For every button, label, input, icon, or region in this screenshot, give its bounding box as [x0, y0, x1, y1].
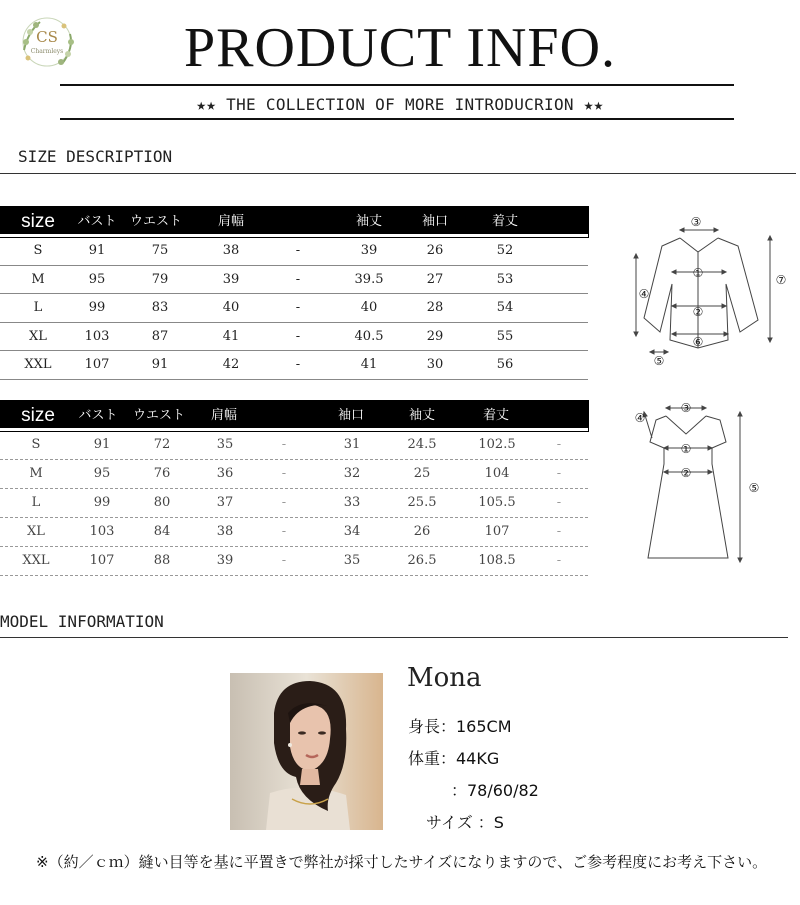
cell: 87 — [151, 328, 169, 344]
header-waist: ウエスト — [129, 214, 183, 229]
cell: 83 — [151, 300, 169, 315]
cell: - — [281, 466, 287, 481]
cell: 102.5 — [478, 437, 516, 452]
cell: 26.5 — [407, 553, 437, 568]
dress-measurement-diagram — [628, 398, 800, 570]
cell: 25 — [413, 466, 431, 481]
cell: 91 — [88, 243, 106, 258]
model-photo — [230, 673, 383, 830]
svg-text:Charmleys: Charmleys — [30, 48, 64, 55]
cell: 33 — [343, 495, 361, 510]
table-header — [0, 401, 588, 431]
cell: 95 — [93, 466, 111, 481]
cell: XXL — [24, 357, 52, 372]
table-row — [0, 547, 588, 576]
cell: 91 — [93, 437, 111, 452]
cell: - — [281, 437, 287, 452]
header-cuff: 袖口 — [337, 408, 365, 423]
cell: 24.5 — [407, 437, 437, 452]
cell: - — [556, 553, 562, 568]
cell: M — [31, 271, 45, 287]
model-measurements: ：78/60/82 — [451, 781, 539, 800]
cell: 34 — [343, 524, 361, 539]
cell: 52 — [496, 243, 514, 258]
header-length: 着丈 — [491, 214, 519, 229]
cell: S — [33, 243, 43, 258]
cell: 39.5 — [354, 271, 384, 287]
cell: 42 — [222, 357, 240, 372]
cell: 91 — [151, 357, 169, 372]
title-rule-top — [60, 84, 734, 86]
cell: 40 — [360, 300, 378, 315]
cell: 30 — [426, 357, 444, 372]
cell: 39 — [222, 271, 240, 287]
cell: - — [295, 357, 301, 372]
header-waist: ウエスト — [132, 408, 186, 423]
model-information-heading: MODEL INFORMATION — [0, 612, 164, 631]
cell: - — [281, 524, 287, 539]
cell: 53 — [496, 271, 514, 287]
table-row — [0, 518, 588, 547]
cell: L — [33, 300, 43, 315]
cell: L — [31, 495, 41, 510]
cell: - — [295, 328, 301, 344]
cell: - — [556, 466, 562, 481]
size-table-jacket — [0, 207, 588, 380]
cell: S — [31, 437, 41, 452]
cell: XL — [27, 524, 45, 539]
svg-text:②: ② — [680, 466, 692, 480]
cell: 103 — [89, 524, 115, 539]
cell: - — [556, 437, 562, 452]
cell: 28 — [426, 300, 444, 315]
cell: 76 — [153, 466, 171, 481]
size-description-rule — [0, 173, 796, 174]
cell: 37 — [216, 495, 234, 510]
cell: 41 — [222, 328, 240, 344]
table-row — [0, 431, 588, 460]
cell: 31 — [343, 437, 361, 452]
svg-text:④: ④ — [634, 411, 646, 425]
cell: 104 — [484, 466, 510, 481]
measurement-note: ※（約／ｃｍ）縫い目等を基に平置きで弊社が採寸したサイズになりますので、ご参考程度にお考え下さい。 — [36, 853, 768, 871]
cell: 40.5 — [354, 328, 384, 344]
cell: 72 — [153, 437, 171, 452]
cell: 25.5 — [407, 495, 437, 510]
cell: XL — [29, 328, 47, 344]
page-title: PRODUCT INFO. — [183, 17, 617, 79]
cell: 54 — [496, 300, 514, 315]
svg-text:CS: CS — [36, 28, 58, 46]
cell: - — [281, 553, 287, 568]
header-size: size — [21, 405, 55, 426]
cell: 107 — [84, 357, 110, 372]
svg-text:③: ③ — [690, 215, 702, 229]
cell: - — [295, 300, 301, 315]
page-subtitle: ★★ THE COLLECTION OF MORE INTRODUCRION ★★ — [196, 95, 604, 114]
header-length: 着丈 — [482, 408, 510, 423]
header-sleeve-length: 袖丈 — [355, 214, 383, 229]
table-header — [0, 207, 588, 237]
header-cuff: 袖口 — [421, 214, 449, 229]
cell: - — [295, 243, 301, 258]
svg-text:⑤: ⑤ — [748, 481, 760, 495]
cell: 75 — [151, 243, 169, 258]
model-height: 身長：165CM — [408, 717, 512, 736]
title-rule-bottom — [60, 118, 734, 120]
cell: 29 — [426, 328, 444, 344]
cell: 79 — [151, 271, 169, 287]
cell: 95 — [88, 271, 106, 287]
cell: 35 — [343, 553, 361, 568]
header-bust: バスト — [77, 214, 117, 229]
header-bust: バスト — [78, 408, 118, 423]
svg-text:⑦: ⑦ — [775, 273, 787, 287]
cell: XXL — [22, 553, 50, 568]
model-size: サイズ ：S — [426, 813, 504, 832]
cell: 56 — [496, 357, 514, 372]
size-table-dress — [0, 401, 588, 576]
cell: 26 — [426, 243, 444, 258]
cell: 35 — [216, 437, 234, 452]
header-sleeve-length: 袖丈 — [408, 408, 436, 423]
cell: 41 — [360, 357, 378, 372]
cell: 108.5 — [478, 553, 516, 568]
table-row — [0, 266, 588, 295]
cell: 36 — [216, 466, 234, 481]
table-row — [0, 237, 588, 266]
cell: 99 — [88, 300, 106, 315]
header-size: size — [21, 211, 55, 232]
svg-text:①: ① — [680, 442, 692, 456]
cell: 40 — [222, 300, 240, 315]
header-shoulder: 肩幅 — [217, 214, 245, 229]
cell: 26 — [413, 524, 431, 539]
cell: - — [295, 271, 301, 287]
svg-text:①: ① — [692, 266, 704, 280]
cell: 27 — [426, 271, 444, 287]
cell: 88 — [153, 553, 171, 568]
table-row — [0, 294, 588, 323]
svg-text:⑤: ⑤ — [653, 354, 665, 368]
cell: 107 — [89, 553, 115, 568]
model-name: Mona — [407, 663, 482, 693]
table-row — [0, 489, 588, 518]
model-weight: 体重：44KG — [408, 749, 500, 768]
cell: 105.5 — [478, 495, 516, 510]
jacket-measurement-diagram — [628, 210, 800, 370]
cell: 84 — [153, 524, 171, 539]
svg-text:④: ④ — [638, 287, 650, 301]
cell: 39 — [360, 243, 378, 258]
cell: 39 — [216, 553, 234, 568]
cell: 38 — [216, 524, 234, 539]
table-row — [0, 460, 588, 489]
svg-text:③: ③ — [680, 401, 692, 415]
table-row — [0, 323, 588, 352]
cell: - — [556, 524, 562, 539]
cell: 103 — [84, 328, 110, 344]
cell: 80 — [153, 495, 171, 510]
svg-text:⑥: ⑥ — [692, 335, 704, 349]
header-shoulder: 肩幅 — [210, 408, 238, 423]
table-row — [0, 351, 588, 380]
cell: 99 — [93, 495, 111, 510]
cell: 32 — [343, 466, 361, 481]
cell: - — [556, 495, 562, 510]
size-description-heading: SIZE DESCRIPTION — [18, 147, 173, 166]
cell: 55 — [496, 328, 514, 344]
cell: 107 — [484, 524, 510, 539]
cell: - — [281, 495, 287, 510]
cell: M — [29, 466, 43, 481]
model-information-rule — [0, 637, 788, 638]
svg-text:②: ② — [692, 305, 704, 319]
cell: 38 — [222, 243, 240, 258]
